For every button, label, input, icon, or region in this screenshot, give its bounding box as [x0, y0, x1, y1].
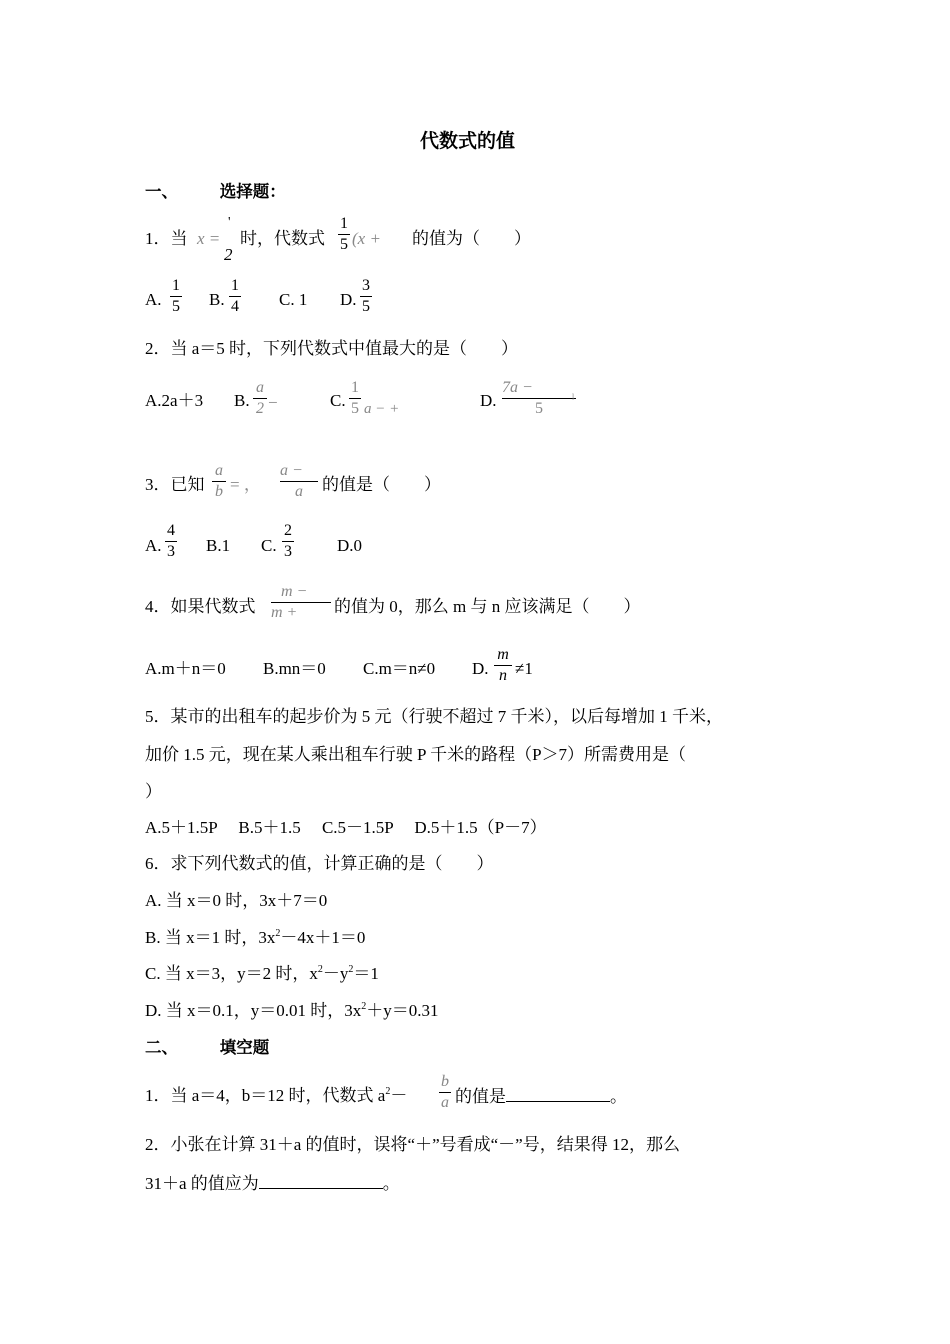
fraction-bar	[212, 481, 226, 482]
q1-option-d-fraction	[360, 278, 372, 315]
q2-option-a: A.2a＋3	[145, 391, 204, 410]
q5-line-1: 5．某市的出租车的起步价为 5 元（行驶不超过 7 千米），以后每增加 1 千米，	[145, 707, 723, 726]
q6-option-a: A. 当 x＝0 时，3x＋7＝0	[145, 891, 328, 910]
fraction-bar	[360, 296, 372, 297]
fraction-numerator: 1	[231, 277, 239, 294]
fraction-bar	[253, 398, 267, 399]
fraction-denominator: 5	[535, 400, 543, 417]
q5-line-2: 加价 1.5 元，现在某人乘出租车行驶 P 千米的路程（P＞7）所需费用是（	[145, 745, 687, 764]
fill1-fraction	[439, 1074, 451, 1111]
fraction-denominator: 5	[172, 298, 180, 315]
fill2-answer-blank[interactable]	[259, 1174, 383, 1189]
q1-option-a-label: A.	[145, 290, 162, 309]
fraction-numerator: 1	[351, 379, 359, 396]
q3-option-a-fraction	[165, 523, 177, 560]
q2-option-c-tail: a − +	[364, 401, 400, 417]
section-heading-choice	[145, 184, 286, 201]
fraction-denominator: a	[295, 483, 303, 500]
fraction-bar	[170, 296, 182, 297]
fraction-numerator: b	[441, 1073, 449, 1090]
q3-option-c-label: C.	[261, 536, 277, 555]
fraction-numerator: a	[256, 379, 264, 396]
fraction-numerator: m −	[281, 583, 308, 600]
fill1-end: 。	[610, 1087, 627, 1106]
superscript: 2	[348, 964, 354, 975]
q1-post: 的值为（ ）	[412, 229, 531, 248]
fraction-numerator: m	[497, 646, 509, 663]
q1-option-b-label: B.	[209, 290, 225, 309]
section-label: 填空题	[219, 1038, 270, 1057]
fraction-bar	[282, 541, 294, 542]
q2-option-b-tail: −	[268, 393, 278, 412]
fill2-line-1: 2．小张在计算 31＋a 的值时，误将“＋”号看成“－”号，结果得 12，那么	[145, 1135, 680, 1154]
q4-option-d-fraction	[494, 647, 512, 684]
q6-option-d-post: ＋y＝0.31	[366, 1001, 439, 1020]
section-heading-fill	[145, 1040, 269, 1057]
q3-fraction-expr	[280, 463, 318, 500]
q4-option-b: B.mn＝0	[263, 659, 326, 678]
q2-option-c-fraction	[349, 380, 361, 417]
q1-paren: (x +	[352, 229, 381, 248]
fraction-denominator: 2	[256, 400, 264, 417]
q6-option-c	[145, 965, 379, 982]
fraction-denominator: 3	[167, 543, 175, 560]
fraction-denominator: b	[215, 483, 223, 500]
q5-options: A.5＋1.5P B.5＋1.5 C.5－1.5P D.5＋1.5（P－7）	[145, 818, 547, 837]
fill1-answer-blank[interactable]	[506, 1087, 610, 1102]
fraction-denominator: 4	[231, 298, 239, 315]
fill2-line-2	[145, 1174, 400, 1192]
q6-option-b	[145, 929, 365, 946]
fraction-denominator: m +	[271, 604, 298, 621]
fraction-bar	[165, 541, 177, 542]
q2-option-d-fraction	[502, 380, 576, 417]
section-number: 二、	[145, 1038, 178, 1057]
fraction-denominator: 5	[351, 400, 359, 417]
fill1-prefix	[145, 1087, 407, 1104]
fraction-bar	[338, 234, 350, 235]
q4-option-d-label: D.	[472, 659, 489, 678]
q4-post: 的值为 0，那么 m 与 n 应该满足（ ）	[334, 597, 641, 616]
q1-option-d-label: D.	[340, 290, 357, 309]
page-title: 代数式的值	[420, 130, 516, 152]
q6-option-c-post: ＝1	[353, 964, 379, 983]
q3-option-a-label: A.	[145, 536, 162, 555]
q2-option-b-fraction	[253, 380, 267, 417]
q2-option-c-label: C.	[330, 391, 346, 410]
q1-option-c: C. 1	[279, 290, 308, 309]
q2-option-d-label: D.	[480, 391, 497, 410]
q6-option-c-mid: －y	[322, 964, 349, 983]
superscript: 2	[275, 928, 281, 939]
q1-option-a-fraction	[170, 278, 182, 315]
fraction-numerator: 4	[167, 522, 175, 539]
q3-option-d: D.0	[337, 536, 363, 555]
fill2-end: 。	[382, 1174, 400, 1193]
q6-text: 6．求下列代数式的值，计算正确的是（ ）	[145, 854, 494, 873]
q2-option-b-label: B.	[234, 391, 250, 410]
q3-option-c-fraction	[282, 523, 294, 560]
q3-prefix: 3．已知	[145, 475, 205, 494]
fraction-denominator: 5	[340, 236, 348, 253]
fraction-denominator: 5	[362, 298, 370, 315]
fraction-numerator: 3	[362, 277, 370, 294]
q4-option-c: C.m＝n≠0	[363, 659, 436, 678]
fraction-bar	[280, 481, 318, 482]
q2-option-d-tail: ˡ	[572, 391, 575, 406]
fill1-post-text: 的值是	[455, 1087, 506, 1106]
question-2: 2．当 a＝5 时，下列代数式中值最大的是（ ）	[145, 339, 519, 358]
q6-option-b-pre: B. 当 x＝1 时，3x	[145, 928, 276, 947]
q1-mid: 时，代数式	[240, 229, 325, 248]
superscript: 2	[385, 1086, 391, 1097]
q6-option-d-pre: D. 当 x＝0.1，y＝0.01 时，3x	[145, 1001, 362, 1020]
fraction-bar	[439, 1092, 451, 1093]
q3-option-b: B.1	[206, 536, 231, 555]
superscript: 2	[361, 1001, 367, 1012]
fill1-minus: －	[390, 1086, 408, 1105]
q4-prefix: 4．如果代数式	[145, 597, 256, 616]
fraction-denominator: a	[441, 1094, 449, 1111]
fraction-numerator: 1	[340, 215, 348, 232]
q1-x-equals: x =	[197, 229, 221, 248]
q3-fraction-ab	[212, 463, 226, 500]
fraction-numerator: 7a −	[502, 379, 533, 396]
fraction-bar	[229, 296, 241, 297]
fraction-numerator: 2	[284, 522, 292, 539]
q4-fraction	[271, 584, 331, 621]
fill2-line-2-text: 31＋a 的值应为	[145, 1174, 259, 1193]
fraction-numerator: a −	[280, 462, 303, 479]
q4-option-a: A.m＋n＝0	[145, 659, 226, 678]
fraction-denominator: 3	[284, 543, 292, 560]
fraction-numerator: 1	[172, 277, 180, 294]
q1-fraction	[338, 216, 350, 253]
q6-option-c-pre: C. 当 x＝3，y＝2 时，x	[145, 964, 318, 983]
q1-option-b-fraction	[229, 278, 241, 315]
q4-option-d-tail: ≠1	[515, 659, 533, 678]
fraction-denominator: n	[499, 667, 507, 684]
fraction-bar	[502, 398, 576, 399]
fraction-bar	[349, 398, 361, 399]
q1-den2: 2	[224, 245, 233, 264]
superscript: 2	[317, 964, 323, 975]
fill1-post	[455, 1087, 627, 1105]
fraction-bar	[271, 602, 331, 603]
section-label: 选择题：	[219, 182, 286, 201]
q6-option-d	[145, 1002, 439, 1019]
q1-prefix: 1．当	[145, 229, 188, 248]
q5-line-3: ）	[145, 782, 162, 801]
fraction-bar	[494, 665, 512, 666]
q3-post: 的值是（ ）	[322, 475, 441, 494]
q1-mark: '	[228, 215, 231, 230]
section-number: 一、	[145, 182, 178, 201]
fill1-text: 1．当 a＝4，b＝12 时，代数式 a	[145, 1086, 386, 1105]
q3-equals: = ，	[230, 475, 261, 494]
q6-option-b-post: －4x＋1＝0	[280, 928, 366, 947]
fraction-numerator: a	[215, 462, 223, 479]
